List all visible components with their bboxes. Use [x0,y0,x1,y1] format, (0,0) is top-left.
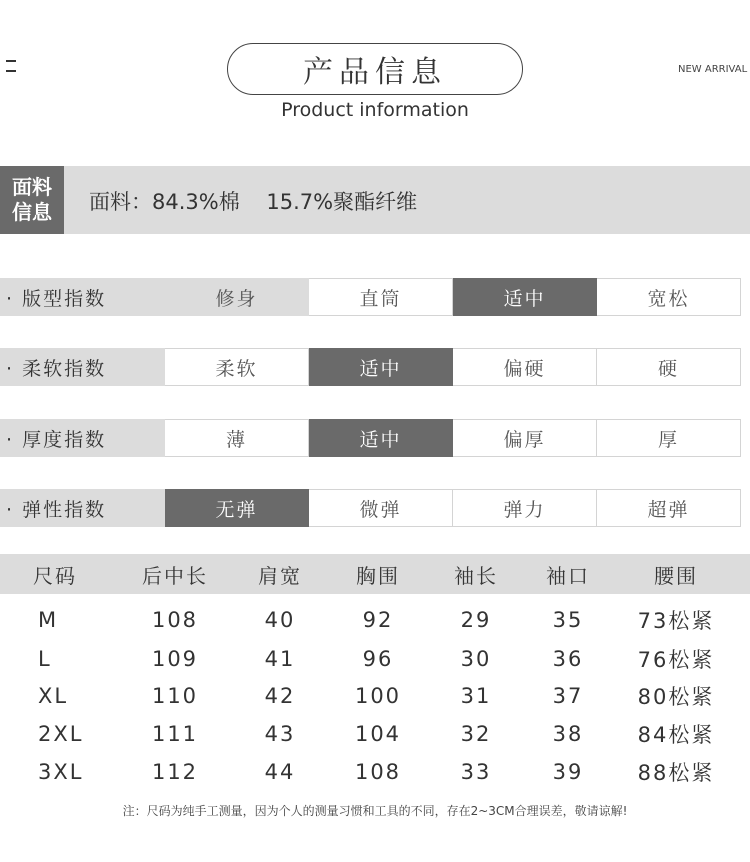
index-option: 直筒 [309,278,453,316]
size-value: 40 [264,608,296,632]
size-value: 111 [151,722,199,746]
size-value: 88松紧 [637,761,715,785]
page-title: 产品信息 [227,43,523,95]
size-table-column-header: 袖长 [454,563,498,588]
size-value: 44 [264,760,296,784]
size-value: 104 [354,722,402,746]
size-table-row [0,715,750,753]
size-value: 96 [362,647,394,671]
index-label: · 厚度指数 [0,419,165,457]
index-option: 偏厚 [453,419,597,457]
index-option: 宽松 [597,278,741,316]
size-value: 31 [460,684,492,708]
index-option: 弹力 [453,489,597,527]
size-value: 32 [460,722,492,746]
size-value: 108 [354,760,402,784]
index-option: 无弹 [165,489,309,527]
index-option: 薄 [165,419,309,457]
size-table-row [0,640,750,678]
index-option: 超弹 [597,489,741,527]
index-option: 适中 [309,419,453,457]
menu-icon [6,57,18,75]
size-table-column-header: 肩宽 [258,563,302,588]
size-value: 84松紧 [637,723,715,747]
size-label: 3XL [38,760,84,784]
index-option: 适中 [453,278,597,316]
size-value: 42 [264,684,296,708]
size-table-column-header: 尺码 [33,563,77,588]
size-value: 80松紧 [637,685,715,709]
size-table-column-header: 胸围 [356,563,400,588]
size-label: XL [38,684,69,708]
size-value: 33 [460,760,492,784]
index-label: · 弹性指数 [0,489,165,527]
size-value: 112 [151,760,199,784]
size-value: 38 [552,722,584,746]
size-value: 73松紧 [637,609,715,633]
size-value: 30 [460,647,492,671]
index-label: · 版型指数 [0,278,165,316]
size-table-column-header: 腰围 [654,563,698,588]
size-value: 36 [552,647,584,671]
new-arrival-badge: NEW ARRIVAL [678,64,748,75]
size-table-column-header: 袖口 [546,563,590,588]
index-option: 柔软 [165,348,309,386]
index-row [0,348,733,386]
size-table-row [0,677,750,715]
fabric-tag-line1: 面料 [12,175,52,199]
size-table-row [0,753,750,791]
size-value: 29 [460,608,492,632]
size-label: L [38,647,52,671]
size-label: 2XL [38,722,84,746]
index-option: 厚 [597,419,741,457]
index-option: 修身 [165,278,309,316]
size-value: 39 [552,760,584,784]
index-row [0,278,733,316]
index-option: 硬 [597,348,741,386]
index-option: 适中 [309,348,453,386]
size-value: 41 [264,647,296,671]
index-option: 偏硬 [453,348,597,386]
size-table-header [0,554,750,594]
size-value: 76松紧 [637,648,715,672]
size-value: 109 [151,647,199,671]
fabric-tag [0,166,64,234]
index-row [0,419,733,457]
fabric-composition: 面料：84.3%棉 15.7%聚酯纤维 [89,190,418,214]
index-label: · 柔软指数 [0,348,165,386]
size-value: 108 [151,608,199,632]
index-row [0,489,733,527]
size-value: 43 [264,722,296,746]
size-label: M [38,608,59,632]
size-value: 35 [552,608,584,632]
page-subtitle: Product information [281,99,469,121]
index-option: 微弹 [309,489,453,527]
size-value: 37 [552,684,584,708]
size-value: 110 [151,684,199,708]
size-table-column-header: 后中长 [142,563,208,588]
fabric-tag-line2: 信息 [12,200,52,224]
size-table-row [0,601,750,639]
size-value: 92 [362,608,394,632]
size-value: 100 [354,684,402,708]
measurement-note: 注：尺码为纯手工测量，因为个人的测量习惯和工具的不同，存在2~3CM合理误差，敬请谅解! [122,804,628,818]
